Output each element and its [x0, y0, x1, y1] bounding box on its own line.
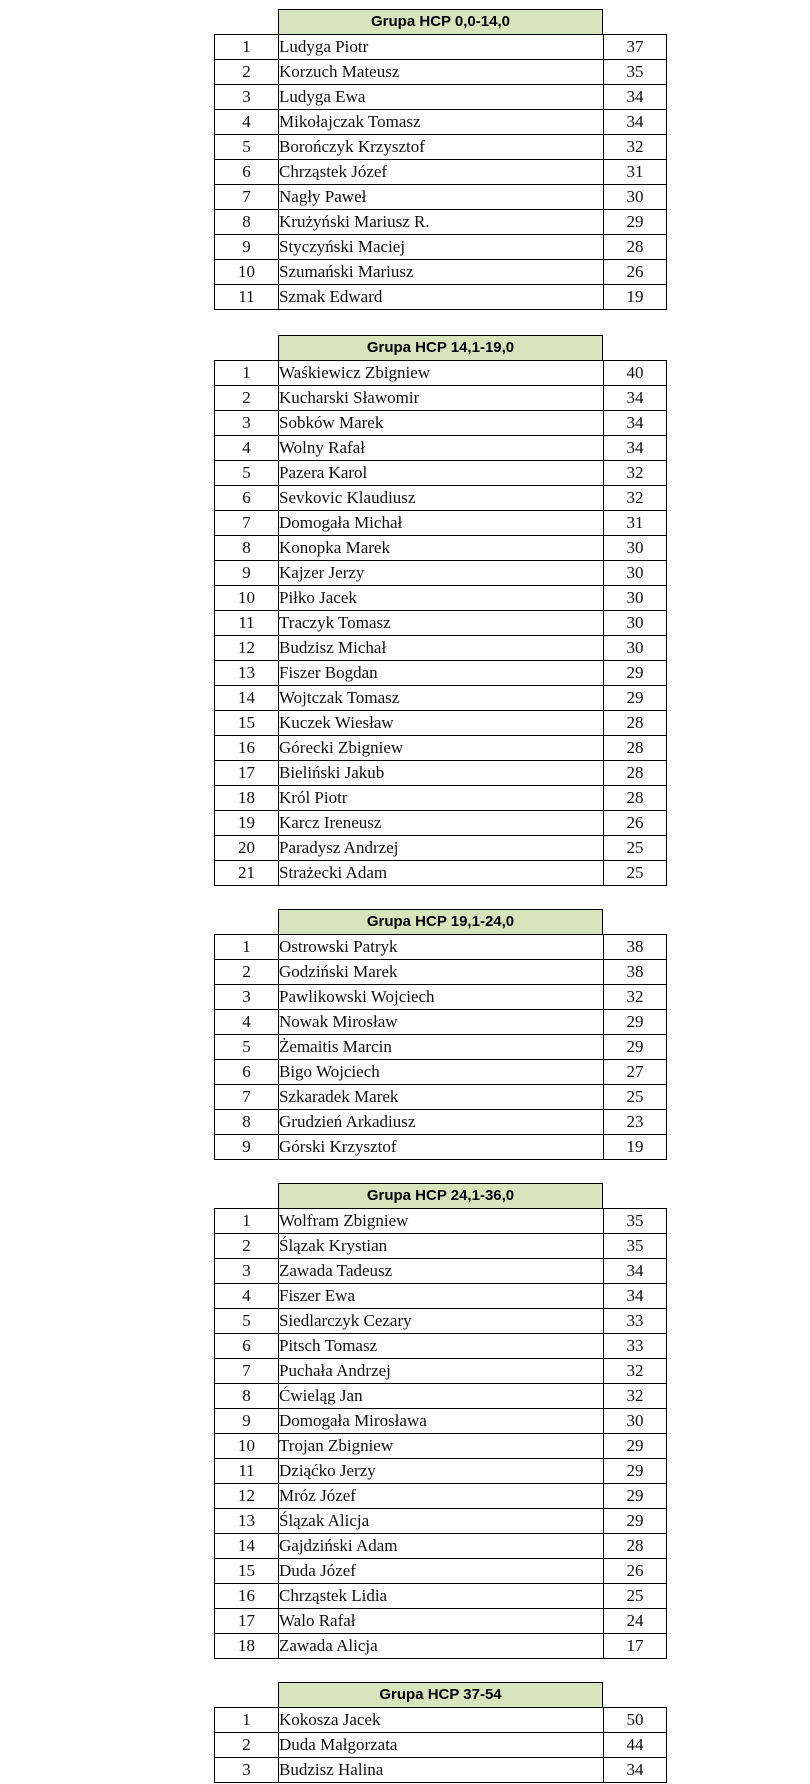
points-cell: 29 [604, 1434, 667, 1459]
table-row [215, 35, 667, 60]
table-row [215, 761, 667, 786]
table-row [215, 1135, 667, 1160]
table-row [215, 1509, 667, 1534]
rank-cell: 10 [215, 1434, 279, 1459]
table-row [215, 636, 667, 661]
rank-cell: 21 [215, 861, 279, 886]
points-cell: 33 [604, 1309, 667, 1334]
points-cell: 32 [604, 461, 667, 486]
results-table [214, 1208, 667, 1659]
rank-cell: 2 [215, 60, 279, 85]
table-row [215, 1334, 667, 1359]
points-cell: 34 [604, 436, 667, 461]
points-cell: 26 [604, 260, 667, 285]
table-row [215, 260, 667, 285]
points-cell: 19 [604, 1135, 667, 1160]
group-header: Grupa HCP 14,1-19,0 [278, 335, 603, 361]
rank-cell: 7 [215, 1359, 279, 1384]
player-name-cell: Trojan Zbigniew [279, 1434, 604, 1459]
player-name-cell: Sevkovic Klaudiusz [279, 486, 604, 511]
points-cell: 37 [604, 35, 667, 60]
table-row [215, 1060, 667, 1085]
points-cell: 38 [604, 960, 667, 985]
player-name-cell: Duda Józef [279, 1559, 604, 1584]
rank-cell: 4 [215, 1284, 279, 1309]
rank-cell: 5 [215, 461, 279, 486]
rank-cell: 1 [215, 35, 279, 60]
table-row [215, 185, 667, 210]
player-name-cell: Chrząstek Józef [279, 160, 604, 185]
player-name-cell: Krużyński Mariusz R. [279, 210, 604, 235]
player-name-cell: Fiszer Bogdan [279, 661, 604, 686]
player-name-cell: Korzuch Mateusz [279, 60, 604, 85]
player-name-cell: Mikołajczak Tomasz [279, 110, 604, 135]
player-name-cell: Walo Rafał [279, 1609, 604, 1634]
player-name-cell: Górecki Zbigniew [279, 736, 604, 761]
points-cell: 34 [604, 386, 667, 411]
points-cell: 29 [604, 661, 667, 686]
points-cell: 44 [604, 1733, 667, 1758]
points-cell: 32 [604, 135, 667, 160]
rank-cell: 12 [215, 636, 279, 661]
table-row [215, 285, 667, 310]
rank-cell: 7 [215, 511, 279, 536]
table-row [215, 861, 667, 886]
player-name-cell: Nagły Paweł [279, 185, 604, 210]
rank-cell: 14 [215, 1534, 279, 1559]
table-row [215, 1634, 667, 1659]
player-name-cell: Pitsch Tomasz [279, 1334, 604, 1359]
table-row [215, 985, 667, 1010]
table-row [215, 736, 667, 761]
points-cell: 35 [604, 1234, 667, 1259]
points-cell: 27 [604, 1060, 667, 1085]
player-name-cell: Szumański Mariusz [279, 260, 604, 285]
table-row [215, 1708, 667, 1733]
rank-cell: 9 [215, 235, 279, 260]
player-name-cell: Kuczek Wiesław [279, 711, 604, 736]
points-cell: 23 [604, 1110, 667, 1135]
points-cell: 31 [604, 511, 667, 536]
table-row [215, 511, 667, 536]
rank-cell: 4 [215, 110, 279, 135]
table-row [215, 1758, 667, 1783]
rank-cell: 2 [215, 960, 279, 985]
points-cell: 30 [604, 536, 667, 561]
rank-cell: 7 [215, 185, 279, 210]
table-row [215, 486, 667, 511]
rank-cell: 6 [215, 1060, 279, 1085]
player-name-cell: Chrząstek Lidia [279, 1584, 604, 1609]
rank-cell: 14 [215, 686, 279, 711]
points-cell: 29 [604, 1459, 667, 1484]
points-cell: 34 [604, 1284, 667, 1309]
rank-cell: 11 [215, 1459, 279, 1484]
player-name-cell: Wolfram Zbigniew [279, 1209, 604, 1234]
rank-cell: 13 [215, 1509, 279, 1534]
player-name-cell: Waśkiewicz Zbigniew [279, 361, 604, 386]
rank-cell: 10 [215, 260, 279, 285]
table-row [215, 1035, 667, 1060]
points-cell: 26 [604, 1559, 667, 1584]
rank-cell: 12 [215, 1484, 279, 1509]
points-cell: 25 [604, 861, 667, 886]
rank-cell: 10 [215, 586, 279, 611]
player-name-cell: Fiszer Ewa [279, 1284, 604, 1309]
table-row [215, 1434, 667, 1459]
table-row [215, 1284, 667, 1309]
points-cell: 31 [604, 160, 667, 185]
player-name-cell: Kajzer Jerzy [279, 561, 604, 586]
rank-cell: 17 [215, 1609, 279, 1634]
rank-cell: 18 [215, 1634, 279, 1659]
table-row [215, 1584, 667, 1609]
table-row [215, 1259, 667, 1284]
points-cell: 29 [604, 686, 667, 711]
rank-cell: 6 [215, 160, 279, 185]
player-name-cell: Godziński Marek [279, 960, 604, 985]
group-header: Grupa HCP 37-54 [278, 1682, 603, 1708]
table-row [215, 1384, 667, 1409]
table-row [215, 611, 667, 636]
player-name-cell: Ćwieląg Jan [279, 1384, 604, 1409]
points-cell: 29 [604, 210, 667, 235]
rank-cell: 6 [215, 1334, 279, 1359]
table-row [215, 960, 667, 985]
player-name-cell: Król Piotr [279, 786, 604, 811]
table-row [215, 160, 667, 185]
points-cell: 29 [604, 1035, 667, 1060]
points-cell: 28 [604, 711, 667, 736]
rank-cell: 16 [215, 1584, 279, 1609]
rank-cell: 1 [215, 935, 279, 960]
player-name-cell: Zawada Alicja [279, 1634, 604, 1659]
points-cell: 28 [604, 761, 667, 786]
player-name-cell: Paradysz Andrzej [279, 836, 604, 861]
table-row [215, 235, 667, 260]
player-name-cell: Sobków Marek [279, 411, 604, 436]
rank-cell: 3 [215, 1758, 279, 1783]
rank-cell: 20 [215, 836, 279, 861]
rank-cell: 8 [215, 1384, 279, 1409]
player-name-cell: Wojtczak Tomasz [279, 686, 604, 711]
rank-cell: 15 [215, 711, 279, 736]
points-cell: 30 [604, 1409, 667, 1434]
table-row [215, 536, 667, 561]
player-name-cell: Mróz Józef [279, 1484, 604, 1509]
player-name-cell: Puchała Andrzej [279, 1359, 604, 1384]
points-cell: 50 [604, 1708, 667, 1733]
points-cell: 30 [604, 586, 667, 611]
table-row [215, 1559, 667, 1584]
player-name-cell: Konopka Marek [279, 536, 604, 561]
player-name-cell: Strażecki Adam [279, 861, 604, 886]
player-name-cell: Szkaradek Marek [279, 1085, 604, 1110]
table-row [215, 1010, 667, 1035]
rank-cell: 5 [215, 1035, 279, 1060]
rank-cell: 3 [215, 1259, 279, 1284]
points-cell: 33 [604, 1334, 667, 1359]
table-row [215, 1609, 667, 1634]
rank-cell: 2 [215, 1234, 279, 1259]
points-cell: 29 [604, 1509, 667, 1534]
group-header: Grupa HCP 0,0-14,0 [278, 9, 603, 35]
player-name-cell: Ludyga Ewa [279, 85, 604, 110]
points-cell: 25 [604, 836, 667, 861]
player-name-cell: Ślązak Krystian [279, 1234, 604, 1259]
points-cell: 26 [604, 811, 667, 836]
player-name-cell: Nowak Mirosław [279, 1010, 604, 1035]
player-name-cell: Ostrowski Patryk [279, 935, 604, 960]
table-row [215, 386, 667, 411]
points-cell: 30 [604, 636, 667, 661]
points-cell: 34 [604, 110, 667, 135]
table-row [215, 836, 667, 861]
table-row [215, 561, 667, 586]
table-row [215, 1733, 667, 1758]
rank-cell: 3 [215, 85, 279, 110]
points-cell: 17 [604, 1634, 667, 1659]
points-cell: 32 [604, 486, 667, 511]
rank-cell: 9 [215, 561, 279, 586]
table-row [215, 135, 667, 160]
table-row [215, 1359, 667, 1384]
rank-cell: 11 [215, 285, 279, 310]
rank-cell: 4 [215, 1010, 279, 1035]
player-name-cell: Siedlarczyk Cezary [279, 1309, 604, 1334]
table-row [215, 1484, 667, 1509]
table-row [215, 436, 667, 461]
table-row [215, 210, 667, 235]
player-name-cell: Zawada Tadeusz [279, 1259, 604, 1284]
table-row [215, 786, 667, 811]
player-name-cell: Górski Krzysztof [279, 1135, 604, 1160]
points-cell: 32 [604, 1359, 667, 1384]
points-cell: 34 [604, 1758, 667, 1783]
rank-cell: 8 [215, 1110, 279, 1135]
points-cell: 28 [604, 786, 667, 811]
rank-cell: 4 [215, 436, 279, 461]
points-cell: 28 [604, 736, 667, 761]
table-row [215, 361, 667, 386]
table-row [215, 586, 667, 611]
rank-cell: 11 [215, 611, 279, 636]
points-cell: 29 [604, 1484, 667, 1509]
table-row [215, 935, 667, 960]
table-row [215, 110, 667, 135]
points-cell: 28 [604, 235, 667, 260]
player-name-cell: Kucharski Sławomir [279, 386, 604, 411]
points-cell: 25 [604, 1584, 667, 1609]
table-row [215, 60, 667, 85]
table-row [215, 411, 667, 436]
player-name-cell: Wolny Rafał [279, 436, 604, 461]
player-name-cell: Styczyński Maciej [279, 235, 604, 260]
player-name-cell: Borończyk Krzysztof [279, 135, 604, 160]
table-row [215, 661, 667, 686]
results-table [214, 1707, 667, 1783]
points-cell: 28 [604, 1534, 667, 1559]
points-cell: 32 [604, 985, 667, 1010]
rank-cell: 15 [215, 1559, 279, 1584]
player-name-cell: Pazera Karol [279, 461, 604, 486]
rank-cell: 1 [215, 361, 279, 386]
points-cell: 34 [604, 411, 667, 436]
rank-cell: 18 [215, 786, 279, 811]
results-table [214, 934, 667, 1160]
rank-cell: 1 [215, 1708, 279, 1733]
player-name-cell: Dziąćko Jerzy [279, 1459, 604, 1484]
player-name-cell: Kokosza Jacek [279, 1708, 604, 1733]
table-row [215, 686, 667, 711]
player-name-cell: Grudzień Arkadiusz [279, 1110, 604, 1135]
points-cell: 25 [604, 1085, 667, 1110]
points-cell: 32 [604, 1384, 667, 1409]
table-row [215, 811, 667, 836]
table-row [215, 1409, 667, 1434]
points-cell: 30 [604, 561, 667, 586]
player-name-cell: Bieliński Jakub [279, 761, 604, 786]
results-table [214, 34, 667, 310]
player-name-cell: Ludyga Piotr [279, 35, 604, 60]
player-name-cell: Budzisz Halina [279, 1758, 604, 1783]
points-cell: 30 [604, 185, 667, 210]
player-name-cell: Duda Małgorzata [279, 1733, 604, 1758]
points-cell: 24 [604, 1609, 667, 1634]
points-cell: 35 [604, 60, 667, 85]
player-name-cell: Domogała Mirosława [279, 1409, 604, 1434]
table-row [215, 711, 667, 736]
rank-cell: 2 [215, 1733, 279, 1758]
points-cell: 19 [604, 285, 667, 310]
rank-cell: 1 [215, 1209, 279, 1234]
table-row [215, 1459, 667, 1484]
table-row [215, 85, 667, 110]
group-header: Grupa HCP 19,1-24,0 [278, 909, 603, 935]
rank-cell: 8 [215, 210, 279, 235]
rank-cell: 16 [215, 736, 279, 761]
table-row [215, 1309, 667, 1334]
rank-cell: 3 [215, 411, 279, 436]
player-name-cell: Gajdziński Adam [279, 1534, 604, 1559]
rank-cell: 5 [215, 135, 279, 160]
points-cell: 34 [604, 85, 667, 110]
player-name-cell: Karcz Ireneusz [279, 811, 604, 836]
rank-cell: 5 [215, 1309, 279, 1334]
rank-cell: 8 [215, 536, 279, 561]
table-row [215, 461, 667, 486]
player-name-cell: Ślązak Alicja [279, 1509, 604, 1534]
table-row [215, 1110, 667, 1135]
table-row [215, 1534, 667, 1559]
points-cell: 40 [604, 361, 667, 386]
player-name-cell: Domogała Michał [279, 511, 604, 536]
player-name-cell: Traczyk Tomasz [279, 611, 604, 636]
rank-cell: 2 [215, 386, 279, 411]
rank-cell: 9 [215, 1135, 279, 1160]
points-cell: 38 [604, 935, 667, 960]
rank-cell: 3 [215, 985, 279, 1010]
rank-cell: 9 [215, 1409, 279, 1434]
points-cell: 30 [604, 611, 667, 636]
rank-cell: 13 [215, 661, 279, 686]
results-table [214, 360, 667, 886]
points-cell: 29 [604, 1010, 667, 1035]
points-cell: 35 [604, 1209, 667, 1234]
points-cell: 34 [604, 1259, 667, 1284]
player-name-cell: Pawlikowski Wojciech [279, 985, 604, 1010]
player-name-cell: Żemaitis Marcin [279, 1035, 604, 1060]
rank-cell: 17 [215, 761, 279, 786]
table-row [215, 1234, 667, 1259]
group-header: Grupa HCP 24,1-36,0 [278, 1183, 603, 1209]
rank-cell: 19 [215, 811, 279, 836]
player-name-cell: Bigo Wojciech [279, 1060, 604, 1085]
player-name-cell: Piłko Jacek [279, 586, 604, 611]
rank-cell: 7 [215, 1085, 279, 1110]
rank-cell: 6 [215, 486, 279, 511]
player-name-cell: Budzisz Michał [279, 636, 604, 661]
table-row [215, 1209, 667, 1234]
table-row [215, 1085, 667, 1110]
player-name-cell: Szmak Edward [279, 285, 604, 310]
